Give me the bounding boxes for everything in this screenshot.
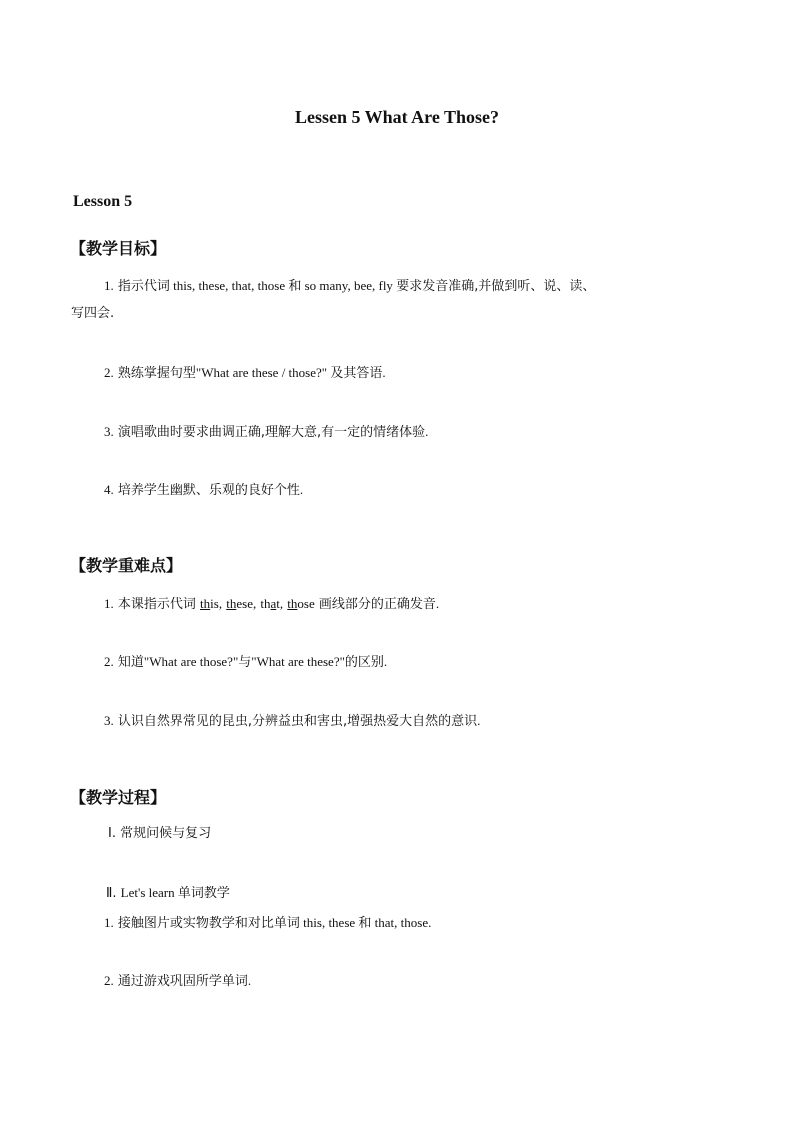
item-number: 1. bbox=[104, 278, 114, 293]
lesson-label: Lesson 5 bbox=[73, 193, 133, 210]
item-text-en: . bbox=[425, 424, 429, 439]
item-text-en: "What are those?" bbox=[143, 654, 239, 669]
underlined-part: th bbox=[200, 596, 211, 611]
step-text-en: Let's learn bbox=[120, 885, 178, 900]
step-text: 常规问候与复习 bbox=[120, 826, 212, 841]
item-text-en: this, these bbox=[299, 915, 359, 930]
item-text-en: so many, bee, fly bbox=[301, 278, 397, 293]
item-text: 知道 bbox=[117, 655, 144, 670]
item-text-en: "What are these / those?" bbox=[195, 365, 331, 380]
underlined-part: th bbox=[226, 596, 237, 611]
item-text: 要求发音准确,并做到听、说、读、 bbox=[396, 279, 596, 294]
item-number: 2. bbox=[104, 365, 114, 380]
goals-item-4 bbox=[104, 481, 303, 500]
process-step-1 bbox=[108, 825, 211, 843]
pronoun-that: that, bbox=[260, 596, 284, 611]
goals-item-2 bbox=[104, 364, 386, 383]
item-number: 1. bbox=[104, 915, 114, 930]
item-number: 1. bbox=[104, 596, 114, 611]
item-number: 2. bbox=[104, 973, 114, 988]
item-text-en: . bbox=[382, 365, 386, 380]
pronoun-these: these, bbox=[226, 596, 257, 611]
keypoints-item-3 bbox=[104, 712, 480, 731]
goals-item-3 bbox=[104, 423, 428, 442]
item-text-en: . bbox=[247, 973, 252, 988]
section-heading-keypoints: 【教学重难点】 bbox=[70, 556, 183, 575]
process-step-2 bbox=[106, 884, 230, 903]
item-text: 本课指示代词 bbox=[117, 597, 196, 612]
process-item-2 bbox=[104, 972, 251, 991]
step-number: Ⅰ. bbox=[108, 826, 116, 841]
section-heading-process: 【教学过程】 bbox=[70, 788, 167, 807]
item-text: 接触图片或实物教学和对比单词 bbox=[117, 916, 300, 931]
pronoun-this: this, bbox=[200, 596, 223, 611]
item-number: 2. bbox=[104, 654, 114, 669]
item-text-en: . bbox=[435, 596, 440, 611]
item-number: 4. bbox=[104, 482, 114, 497]
item-text: 画线部分的正确发音 bbox=[318, 597, 436, 612]
item-text: 培养学生幽默、乐观的良好个性 bbox=[117, 483, 300, 498]
item-number: 3. bbox=[104, 713, 114, 728]
step-text: 单词教学 bbox=[177, 886, 230, 901]
item-text-en: . bbox=[477, 713, 481, 728]
underlined-part: a bbox=[270, 596, 277, 611]
underlined-part: th bbox=[287, 596, 298, 611]
item-text-en: . bbox=[299, 482, 304, 497]
item-text: 和 bbox=[288, 279, 302, 294]
item-text: 熟练掌握句型 bbox=[117, 366, 196, 381]
item-text: 与 bbox=[238, 655, 252, 670]
item-text: 及其答语 bbox=[330, 366, 383, 381]
keypoints-item-1 bbox=[104, 595, 439, 614]
goals-item-1 bbox=[104, 277, 595, 296]
keypoints-item-2 bbox=[104, 653, 387, 672]
process-item-1 bbox=[104, 914, 431, 933]
pronoun-those: those bbox=[287, 596, 315, 611]
item-text: 的区别 bbox=[344, 655, 384, 670]
item-number: 3. bbox=[104, 424, 114, 439]
item-text: 和 bbox=[358, 916, 372, 931]
item-text-en: "What are these?" bbox=[251, 654, 345, 669]
item-text: 认识自然界常见的昆虫,分辨益虫和害虫,增强热爱大自然的意识 bbox=[117, 714, 478, 729]
page-title: Lessen 5 What Are Those? bbox=[294, 107, 500, 127]
item-text: 演唱歌曲时要求曲调正确,理解大意,有一定的情绪体验 bbox=[117, 425, 426, 440]
goals-item-1-wrap: 写四会. bbox=[71, 306, 115, 321]
item-text-en: this, these, that, those bbox=[169, 278, 289, 293]
item-text-en: . bbox=[383, 654, 388, 669]
section-heading-goals: 【教学目标】 bbox=[70, 239, 167, 258]
step-number: Ⅱ. bbox=[106, 886, 117, 901]
item-text: 通过游戏巩固所学单词 bbox=[117, 974, 248, 989]
item-text: 指示代词 bbox=[117, 279, 170, 294]
item-text-en: that, those. bbox=[371, 915, 432, 930]
